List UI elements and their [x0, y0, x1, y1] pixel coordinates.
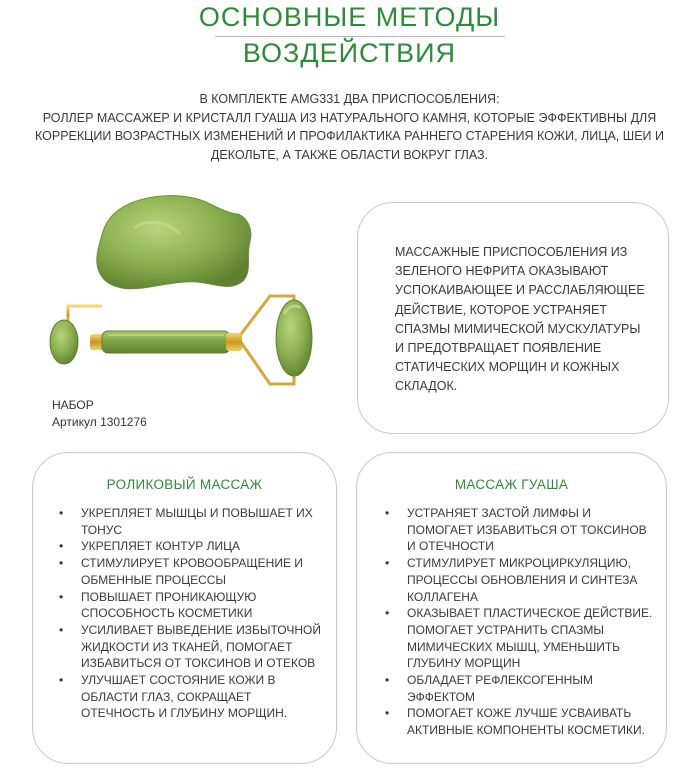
list-item: • СТИМУЛИРУЕТ КРОВООБРАЩЕНИЕ И ОБМЕННЫЕ ПРОЦЕССЫ — [55, 555, 323, 588]
list-item: • УЛУЧШАЕТ СОСТОЯНИЕ КОЖИ В ОБЛАСТИ ГЛАЗ, СОКРАЩАЕТ ОТЕЧНОСТЬ И ГЛУБИНУ МОРЩИН. — [55, 672, 323, 722]
list-item: • УКРЕПЛЯЕТ КОНТУР ЛИЦА — [55, 538, 323, 555]
roller-massage-title: РОЛИКОВЫЙ МАССАЖ — [106, 477, 263, 492]
list-item: • ОБЛАДАЕТ РЕФЛЕКСОГЕННЫМ ЭФФЕКТОМ — [381, 672, 653, 705]
roller-frame — [68, 306, 102, 324]
product-label: НАБОР — [52, 398, 94, 412]
guasha-massage-title: МАССАЖ ГУАША — [454, 477, 569, 492]
list-item: • ПОМОГАЕТ КОЖЕ ЛУЧШЕ УСВАИВАТЬ АКТИВНЫЕ КОМПОНЕНТЫ КОСМЕТИКИ. — [381, 705, 653, 738]
list-item: • СТИМУЛИРУЕТ МИКРОЦИРКУЛЯЦИЮ, ПРОЦЕССЫ ОБНОВЛЕНИЯ И СИНТЕЗА КОЛЛАГЕНА — [381, 555, 653, 605]
list-item: • УСТРАНЯЕТ ЗАСТОЙ ЛИМФЫ И ПОМОГАЕТ ИЗБАВИТЬСЯ ОТ ТОКСИНОВ И ОТЕЧНОСТИ — [381, 505, 653, 555]
list-item: • ОКАЗЫВАЕТ ПЛАСТИЧЕСКОЕ ДЕЙСТВИЕ. ПОМОГАЕТ УСТРАНИТЬ СПАЗМЫ МИМИЧЕСКИХ МЫШЦ, УМЕНЬШИТЬ ГЛУБИНУ МОРЩИН — [381, 605, 653, 672]
roller-massage-card — [32, 452, 337, 764]
list-item: • УКРЕПЛЯЕТ МЫШЦЫ И ПОВЫШАЕТ ИХ ТОНУС — [55, 505, 323, 538]
intro-line-2: РОЛЛЕР МАССАЖЕР И КРИСТАЛЛ ГУАША ИЗ НАТУРАЛЬНОГО КАМНЯ, КОТОРЫЕ ЭФФЕКТИВНЫ ДЛЯ КОРРЕКЦИИ ВОЗРАСТНЫХ ИЗМЕНЕНИЙ И ПРОФИЛАКТИКА РАННЕГО СТАРЕНИЯ КОЖИ, ЛИЦА, ШЕИ И ДЕКОЛЬТЕ, А ТАКЖЕ ОБЛАСТИ ВОКРУГ ГЛАЗ. — [35, 110, 664, 162]
list-item: • ПОВЫШАЕТ ПРОНИКАЮЩУЮ СПОСОБНОСТЬ КОСМЕТИКИ — [55, 589, 323, 622]
product-article: Артикул 1301276 — [52, 414, 147, 429]
guasha-massage-card — [356, 452, 667, 764]
product-caption — [52, 397, 147, 430]
intro-line-1: В КОМПЛЕКТЕ AMG331 ДВА ПРИСПОСОБЛЕНИЯ: — [199, 92, 500, 106]
guasha-stone — [97, 196, 251, 289]
page-title-line-2: ВОЗДЕЙСТВИЯ — [242, 38, 457, 68]
jade-roller-guasha-image — [38, 188, 338, 398]
description-card — [357, 202, 669, 434]
large-roller — [276, 300, 312, 376]
description-text: МАССАЖНЫЕ ПРИСПОСОБЛЕНИЯ ИЗ ЗЕЛЕНОГО НЕФРИТА ОКАЗЫВАЮТ УСПОКАИВАЮЩЕЕ И РАССЛАБЛЯЮЩЕЕ ДЕЙСТВИЕ, КОТОРОЕ УСТРАНЯЕТ СПАЗМЫ МИМИЧЕСКОЙ МУСКУЛАТУРЫ И ПРЕДОТВРАЩАЕТ ПОЯВЛЕНИЕ СТАТИЧЕСКИХ МОРЩИН И КОЖНЫХ СКЛАДОК. — [395, 245, 645, 394]
title-divider — [215, 36, 505, 37]
page-title-line-1: ОСНОВНЫЕ МЕТОДЫ — [198, 2, 501, 32]
roller-benefits-list — [55, 505, 323, 722]
guasha-benefits-list — [381, 505, 653, 739]
list-item: • УСИЛИВАЕТ ВЫВЕДЕНИЕ ИЗБЫТОЧНОЙ ЖИДКОСТИ ИЗ ТКАНЕЙ, ПОМОГАЕТ ИЗБАВИТЬСЯ ОТ ТОКСИНОВ И ОТЕКОВ — [55, 622, 323, 672]
intro-text — [20, 90, 679, 164]
